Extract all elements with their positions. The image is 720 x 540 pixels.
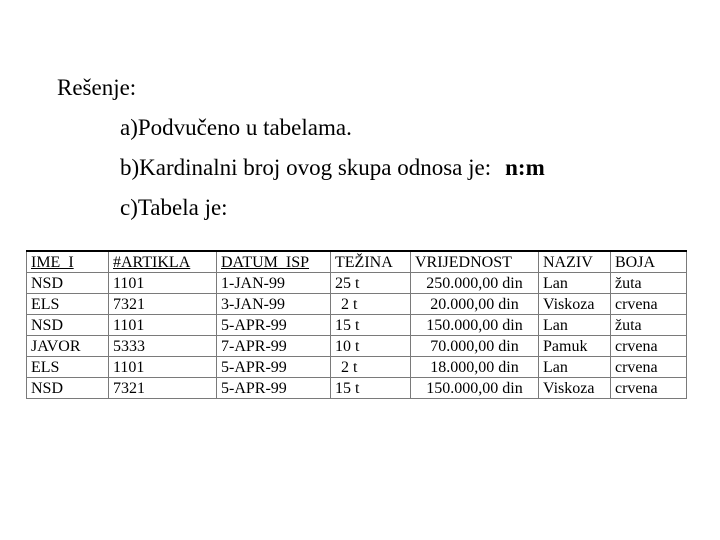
table-cell: crvena <box>611 336 687 357</box>
table-cell: NSD <box>27 273 109 294</box>
column-header: VRIJEDNOST <box>411 251 539 273</box>
answer-b <box>120 154 545 182</box>
table-cell: NSD <box>27 378 109 399</box>
table-cell: Viskoza <box>539 294 611 315</box>
table-cell: 7-APR-99 <box>217 336 331 357</box>
table-cell: 1101 <box>109 273 217 294</box>
column-header: BOJA <box>611 251 687 273</box>
table-cell: 7321 <box>109 294 217 315</box>
column-header: NAZIV <box>539 251 611 273</box>
data-table <box>26 250 687 399</box>
data-table-container <box>26 250 686 400</box>
table-cell: žuta <box>611 273 687 294</box>
column-header: DATUM_ISP <box>217 251 331 273</box>
table-cell: crvena <box>611 294 687 315</box>
answer-c: c)Tabela je: <box>120 195 228 220</box>
table-row <box>27 336 687 357</box>
table-cell: 5-APR-99 <box>217 378 331 399</box>
table-cell: 150.000,00 din <box>411 315 539 336</box>
table-cell: 3-JAN-99 <box>217 294 331 315</box>
table-cell: 15 t <box>331 378 411 399</box>
table-cell: ELS <box>27 294 109 315</box>
table-row <box>27 273 687 294</box>
table-cell: crvena <box>611 378 687 399</box>
table-cell: 1101 <box>109 357 217 378</box>
table-cell: žuta <box>611 315 687 336</box>
table-cell: Lan <box>539 273 611 294</box>
table-cell: 1101 <box>109 315 217 336</box>
table-cell: 1-JAN-99 <box>217 273 331 294</box>
solution-heading: Rešenje: <box>57 75 137 100</box>
table-cell: 10 t <box>331 336 411 357</box>
table-cell: crvena <box>611 357 687 378</box>
answer-b-text: b)Kardinalni broj ovog skupa odnosa je: <box>120 155 492 180</box>
table-cell: 20.000,00 din <box>411 294 539 315</box>
column-header: #ARTIKLA <box>109 251 217 273</box>
table-cell: NSD <box>27 315 109 336</box>
table-cell: 250.000,00 din <box>411 273 539 294</box>
table-cell: 7321 <box>109 378 217 399</box>
table-cell: JAVOR <box>27 336 109 357</box>
table-row <box>27 315 687 336</box>
table-row <box>27 357 687 378</box>
table-row <box>27 294 687 315</box>
table-cell: Lan <box>539 315 611 336</box>
answer-a: a)Podvučeno u tabelama. <box>120 115 352 140</box>
table-cell: ELS <box>27 357 109 378</box>
column-header: IME_I <box>27 251 109 273</box>
table-row <box>27 378 687 399</box>
table-cell: 2 t <box>331 357 411 378</box>
table-cell: Pamuk <box>539 336 611 357</box>
table-cell: 5-APR-99 <box>217 315 331 336</box>
table-cell: 25 t <box>331 273 411 294</box>
table-cell: 70.000,00 din <box>411 336 539 357</box>
table-header-row <box>27 251 687 273</box>
table-cell: 15 t <box>331 315 411 336</box>
table-cell: 5-APR-99 <box>217 357 331 378</box>
cardinality-value: n:m <box>505 155 545 180</box>
table-cell: 2 t <box>331 294 411 315</box>
table-cell: Lan <box>539 357 611 378</box>
column-header: TEŽINA <box>331 251 411 273</box>
table-cell: 5333 <box>109 336 217 357</box>
table-cell: Viskoza <box>539 378 611 399</box>
table-cell: 18.000,00 din <box>411 357 539 378</box>
table-cell: 150.000,00 din <box>411 378 539 399</box>
